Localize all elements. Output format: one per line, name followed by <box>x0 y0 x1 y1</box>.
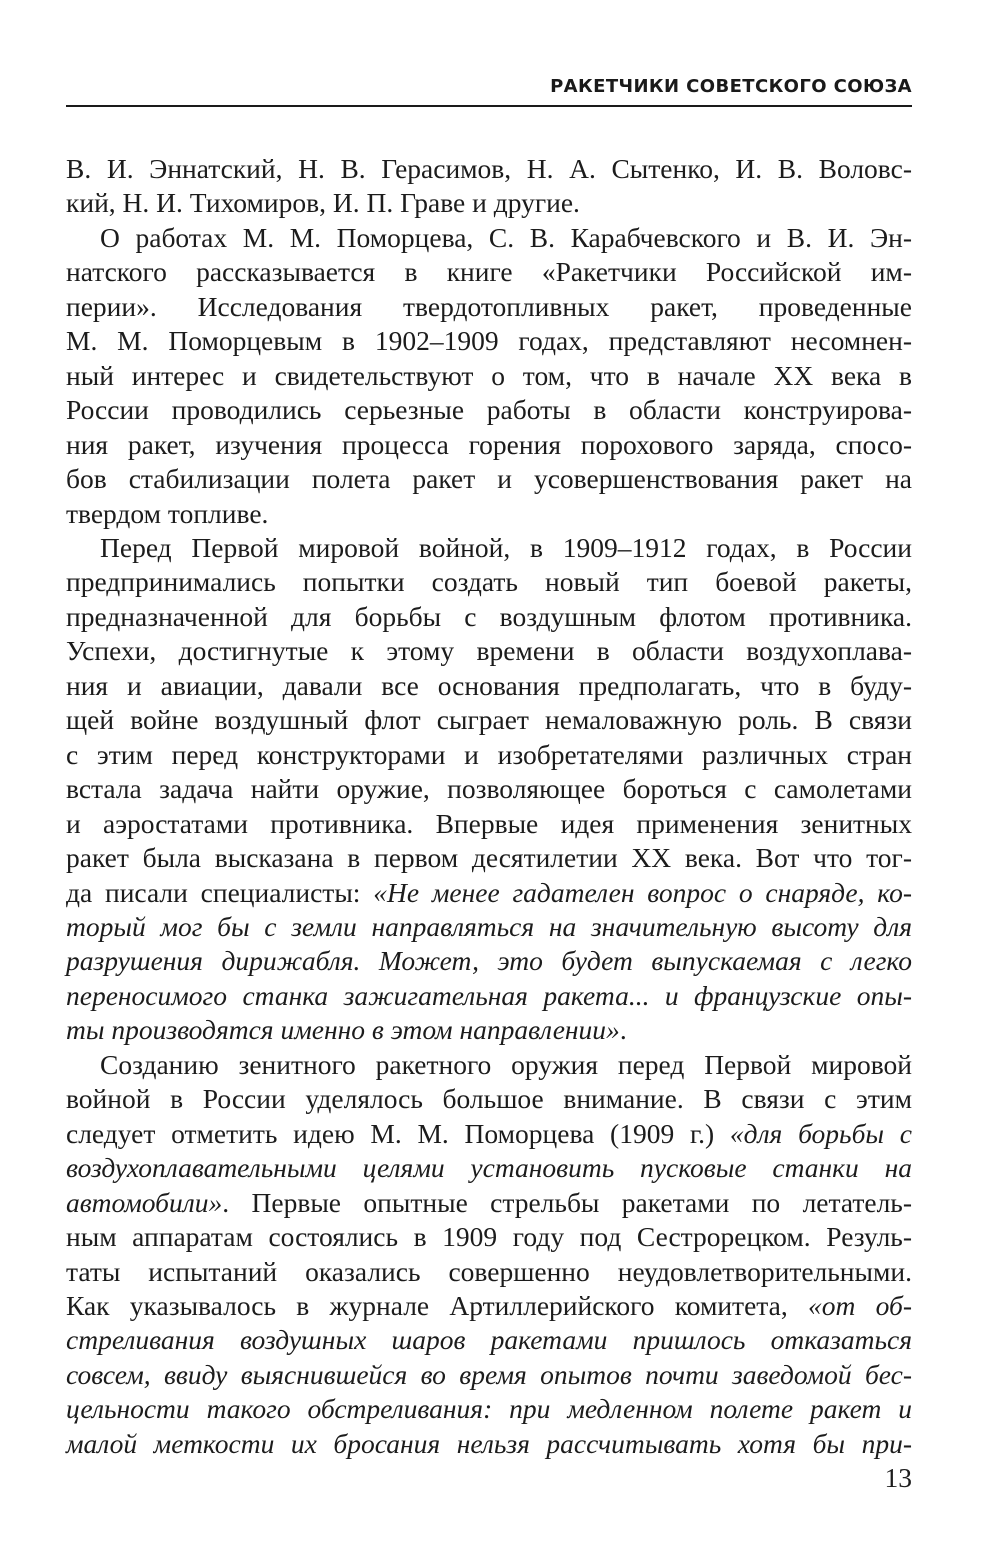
header-rule <box>66 105 912 107</box>
text-line: натского рассказывается в книге «Ракетчики Российской им- <box>66 256 912 288</box>
text-line: ракет была высказана в первом десятилетии XX века. Вот что тог- <box>66 842 912 874</box>
text-line: О работах М. М. Поморцева, С. В. Карабчевского и В. И. Эн- <box>100 221 912 253</box>
text-line <box>66 1323 912 1357</box>
text-line: Как указывалось в журнале Артиллерийского комитета, «от об- <box>66 1289 912 1321</box>
text-line: следует отметить идею М. М. Поморцева (1909 г.) «для борьбы с <box>66 1117 912 1149</box>
text-line: М. М. Поморцевым в 1902–1909 годах, представляют несомнен- <box>66 325 912 357</box>
quote-text: «Не менее гадателен вопрос о снаряде, ко- <box>373 876 912 908</box>
quote-text: автомобили» <box>66 1186 223 1218</box>
text-line: кий, Н. И. Тихомиров, И. П. Граве и другие. <box>66 187 580 219</box>
text-line: бов стабилизации полета ракет и усовершенствования ракет на <box>66 463 912 495</box>
text-line: встала задача найти оружие, позволяющее бороться с самолетами <box>66 773 912 805</box>
text-line: ния и авиации, давали все основания предполагать, что в буду- <box>66 669 912 701</box>
text-line: и аэростатами противника. Впервые идея применения зенитных <box>66 807 912 839</box>
text-line <box>66 910 912 944</box>
text-line: да писали специалисты: «Не менее гадателен вопрос о снаряде, ко- <box>66 876 912 908</box>
quote-text: стреливания воздушных шаров ракетами пришлось отказаться <box>66 1324 912 1356</box>
text-line: автомобили». Первые опытные стрельбы ракетами по летатель- <box>66 1186 912 1218</box>
text-line: войной в России уделялось большое внимание. В связи с этим <box>66 1083 912 1115</box>
quote-text: совсем, ввиду выяснившейся во время опытов почти заведомой бес- <box>66 1358 912 1390</box>
text-line <box>66 1427 912 1461</box>
text-line: Успехи, достигнутые к этому времени в области воздухоплава- <box>66 635 912 667</box>
text-line: России проводились серьезные работы в области конструирова- <box>66 394 912 426</box>
running-title: РАКЕТЧИКИ СОВЕТСКОГО СОЮЗА <box>550 76 912 97</box>
text-line <box>66 1392 912 1426</box>
quote-text: «для борьбы с <box>729 1117 912 1149</box>
text-line: щей войне воздушный флот сыграет немаловажную роль. В связи <box>66 704 912 736</box>
text-line: В. И. Эннатский, Н. В. Герасимов, Н. А. Сытенко, И. В. Воловс- <box>66 153 912 184</box>
text-line: таты испытаний оказались совершенно неудовлетворительными. <box>66 1255 912 1287</box>
text-line <box>66 944 912 978</box>
text-line: перии». Исследования твердотопливных ракет, проведенные <box>66 290 912 322</box>
text-line: Созданию зенитного ракетного оружия перед Первой мировой <box>100 1048 912 1080</box>
quote-text: цельности такого обстреливания: при медленном полете ракет и <box>66 1393 912 1425</box>
page-number: 13 <box>884 1462 912 1493</box>
text-line <box>66 1358 912 1392</box>
text-line <box>66 979 912 1013</box>
quote-text: переносимого станка зажигательная ракета... и французские опы- <box>66 979 912 1011</box>
text-line: ния ракет, изучения процесса горения порохового заряда, спосо- <box>66 428 912 460</box>
quote-text: «от об- <box>807 1289 912 1321</box>
text-line: ты производятся именно в этом направлении». <box>66 1014 627 1046</box>
text-line: с этим перед конструкторами и изобретателями различных стран <box>66 738 912 770</box>
text-line: твердом топливе. <box>66 497 269 529</box>
text-line <box>66 1151 912 1185</box>
text-line: Перед Первой мировой войной, в 1909–1912 годах, в России <box>100 531 912 563</box>
body-text <box>66 152 912 1461</box>
text-line: предпринимались попытки создать новый тип боевой ракеты, <box>66 566 912 598</box>
quote-text: ты производятся именно в этом направлении» <box>66 1014 620 1046</box>
text-line: ный интерес и свидетельствуют о том, что в начале XX века в <box>66 359 912 391</box>
text-line: предназначенной для борьбы с воздушным флотом противника. <box>66 600 912 632</box>
text-line: ным аппаратам состоялись в 1909 году под Сестрорецком. Резуль- <box>66 1221 912 1253</box>
quote-text: торый мог бы с земли направляться на значительную высоту для <box>66 910 912 942</box>
quote-text: воздухоплавательными целями установить пусковые станки на <box>66 1152 912 1184</box>
quote-text: разрушения дирижабля. Может, это будет выпускаемая с легко <box>66 945 912 977</box>
quote-text: малой меткости их бросания нельзя рассчитывать хотя бы при- <box>66 1427 912 1459</box>
